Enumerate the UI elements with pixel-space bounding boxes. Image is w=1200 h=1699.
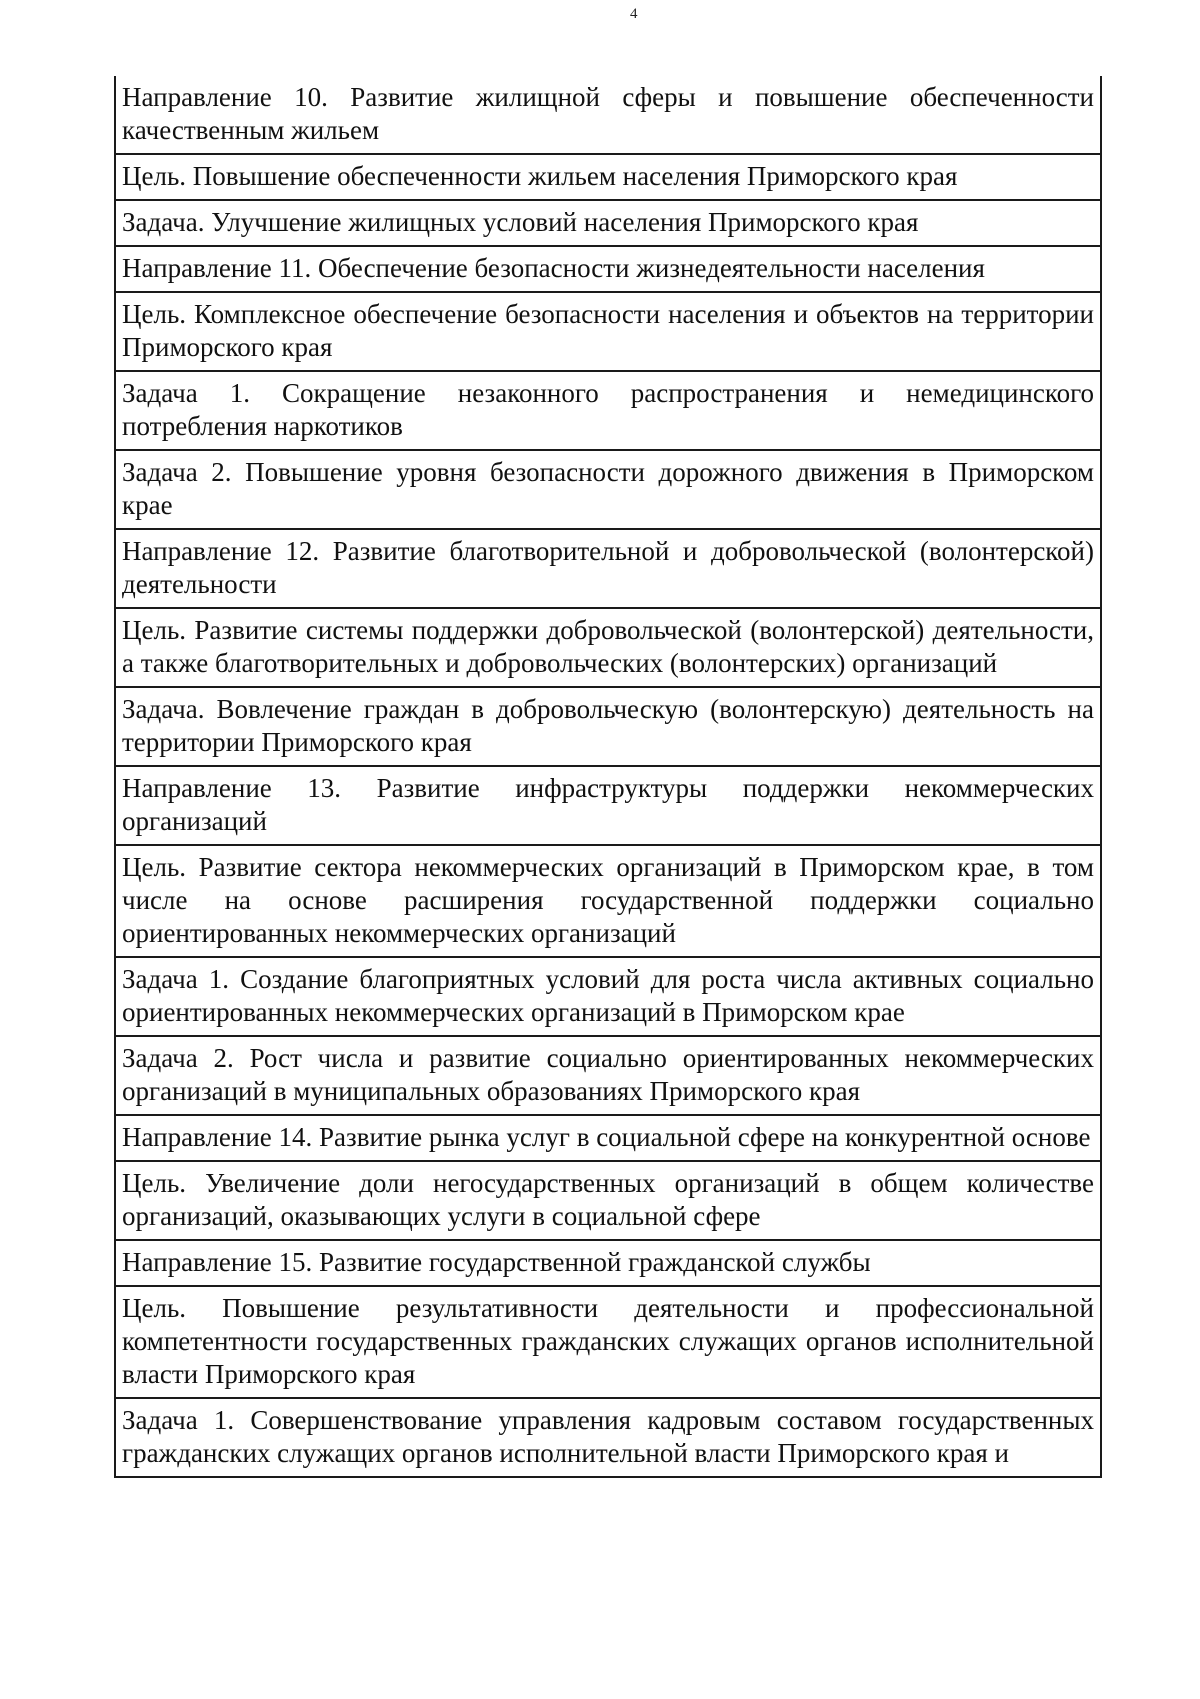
table-row xyxy=(115,76,1101,154)
task-cell: Задача 2. Рост числа и развитие социально ориентированных некоммерческих организаций в муниципальных образованиях Приморского края xyxy=(115,1036,1101,1115)
direction-12-cell: Направление 12. Развитие благотворительной и добровольческой (волонтерской) деятельности xyxy=(115,529,1101,608)
table-row xyxy=(115,1398,1101,1477)
table-row xyxy=(115,766,1101,845)
table-row xyxy=(115,1115,1101,1161)
table-row xyxy=(115,687,1101,766)
table-row xyxy=(115,957,1101,1036)
table-row xyxy=(115,608,1101,687)
table-row xyxy=(115,200,1101,246)
task-cell: Задача. Вовлечение граждан в добровольческую (волонтерскую) деятельность на территории Приморского края xyxy=(115,687,1101,766)
table-row xyxy=(115,450,1101,529)
table-row xyxy=(115,1286,1101,1398)
table-row xyxy=(115,1036,1101,1115)
direction-14-cell: Направление 14. Развитие рынка услуг в социальной сфере на конкурентной основе xyxy=(115,1115,1101,1161)
goal-cell: Цель. Комплексное обеспечение безопасности населения и объектов на территории Приморского края xyxy=(115,292,1101,371)
direction-10-cell: Направление 10. Развитие жилищной сферы и повышение обеспеченности качественным жильем xyxy=(115,76,1101,154)
table-row xyxy=(115,529,1101,608)
task-cell: Задача 1. Совершенствование управления кадровым составом государственных гражданских служащих органов исполнительной власти Приморского края и xyxy=(115,1398,1101,1477)
table-row xyxy=(115,154,1101,200)
table-row xyxy=(115,845,1101,957)
direction-13-cell: Направление 13. Развитие инфраструктуры поддержки некоммерческих организаций xyxy=(115,766,1101,845)
table-row xyxy=(115,1240,1101,1286)
task-cell: Задача 1. Создание благоприятных условий для роста числа активных социально ориентированных некоммерческих организаций в Приморском крае xyxy=(115,957,1101,1036)
goal-cell: Цель. Развитие сектора некоммерческих организаций в Приморском крае, в том числе на основе расширения государственной поддержки социально ориентированных некоммерческих организаций xyxy=(115,845,1101,957)
goal-cell: Цель. Увеличение доли негосударственных организаций в общем количестве организаций, оказывающих услуги в социальной сфере xyxy=(115,1161,1101,1240)
table-row xyxy=(115,1161,1101,1240)
table-row xyxy=(115,292,1101,371)
direction-15-cell: Направление 15. Развитие государственной гражданской службы xyxy=(115,1240,1101,1286)
goals-table xyxy=(114,76,1102,1478)
task-cell: Задача 1. Сокращение незаконного распространения и немедицинского потребления наркотиков xyxy=(115,371,1101,450)
table-row xyxy=(115,371,1101,450)
page-number: 4 xyxy=(630,6,638,22)
direction-11-cell: Направление 11. Обеспечение безопасности жизнедеятельности населения xyxy=(115,246,1101,292)
goal-cell: Цель. Повышение обеспеченности жильем населения Приморского края xyxy=(115,154,1101,200)
task-cell: Задача. Улучшение жилищных условий населения Приморского края xyxy=(115,200,1101,246)
goal-cell: Цель. Развитие системы поддержки добровольческой (волонтерской) деятельности, а также благотворительных и добровольческих (волонтерских) организаций xyxy=(115,608,1101,687)
goal-cell: Цель. Повышение результативности деятельности и профессиональной компетентности государственных гражданских служащих органов исполнительной власти Приморского края xyxy=(115,1286,1101,1398)
table-row xyxy=(115,246,1101,292)
task-cell: Задача 2. Повышение уровня безопасности дорожного движения в Приморском крае xyxy=(115,450,1101,529)
